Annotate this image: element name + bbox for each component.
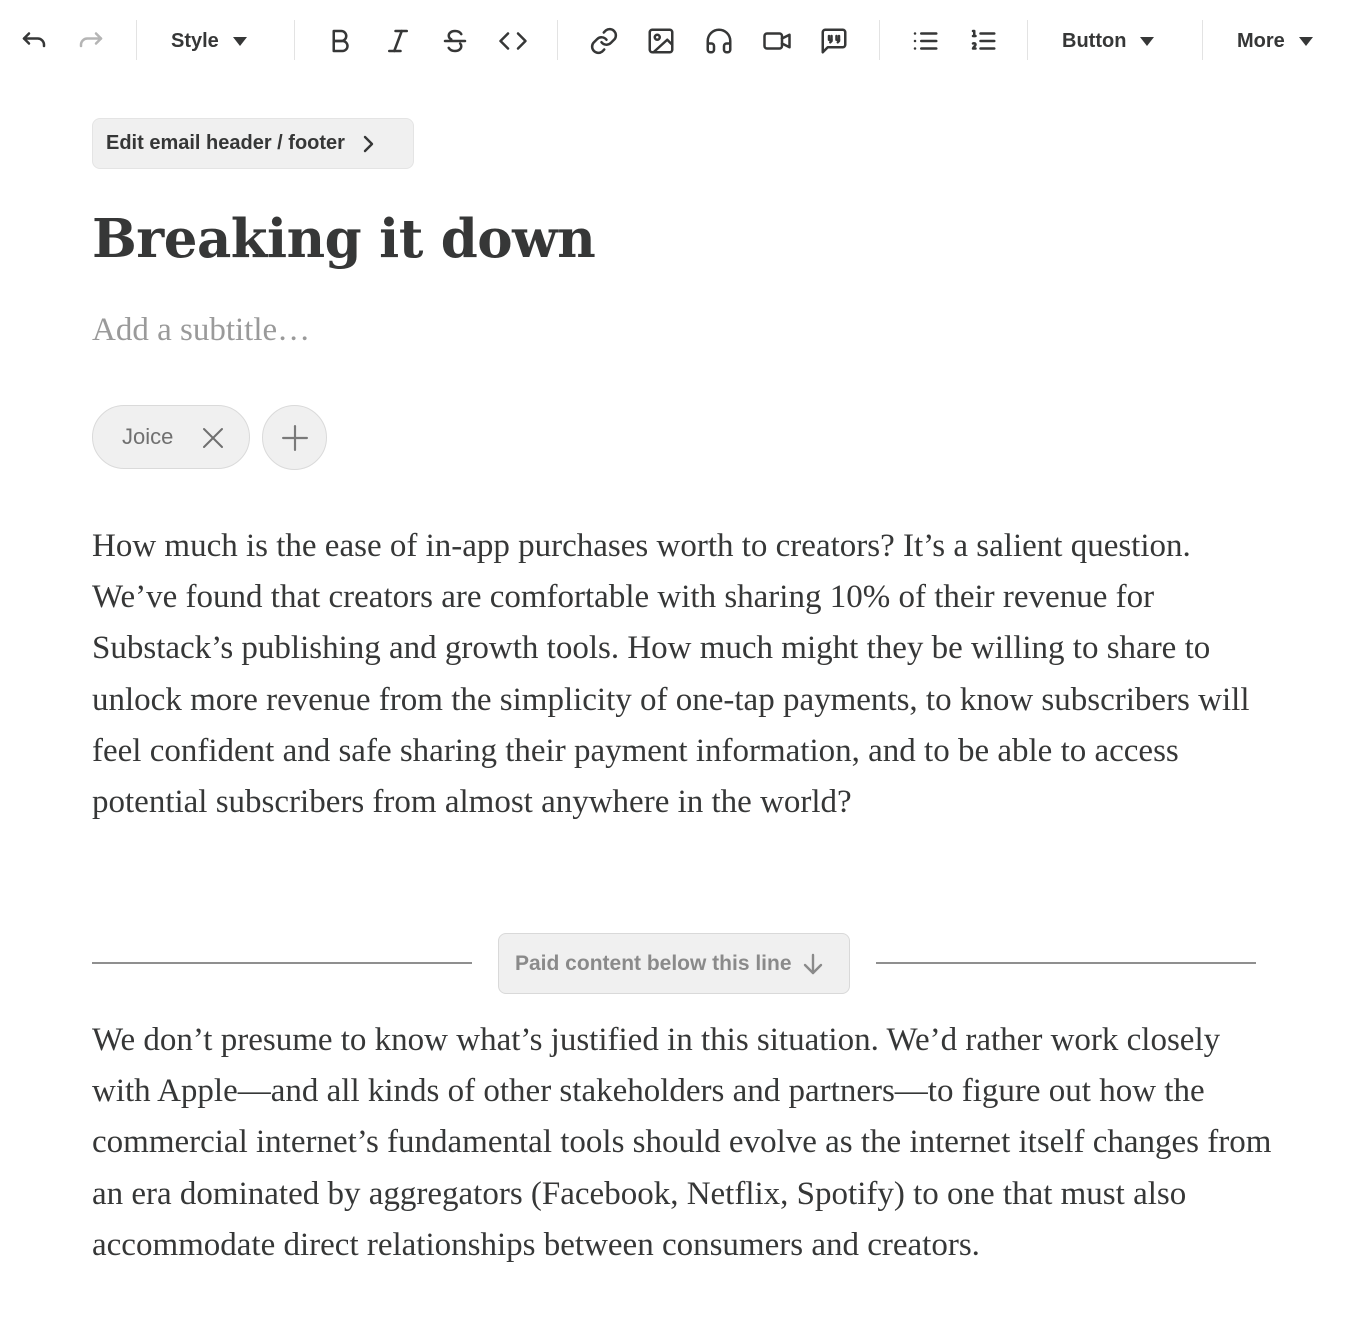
button-dropdown[interactable] bbox=[1062, 19, 1154, 63]
arrow-down-icon bbox=[802, 952, 824, 976]
image-icon bbox=[646, 26, 676, 56]
toolbar-divider bbox=[294, 20, 295, 60]
button-dropdown-label: Button bbox=[1062, 29, 1127, 52]
paywall-line bbox=[92, 962, 472, 964]
author-name: Joice bbox=[122, 424, 174, 449]
caret-down-icon bbox=[1140, 37, 1154, 46]
add-author-button[interactable] bbox=[262, 405, 327, 470]
toolbar-divider bbox=[136, 20, 137, 60]
code-icon bbox=[497, 26, 529, 56]
video-icon bbox=[761, 26, 793, 56]
body-paragraph[interactable]: How much is the ease of in-app purchases worth to creators? It’s a salient question. We’ve found that creators are comfortable with sharing 10% of their revenue for Substack’s publishing and growth tools. How much might they be willing to share to unlock more revenue from the simplicity of one-tap payments, to know subscribers will feel confident and safe sharing their payment information, and to be able to access potential subscribers from almost anywhere in the world? bbox=[92, 528, 1250, 821]
editor-toolbar bbox=[0, 0, 1360, 82]
paywall-divider-button[interactable] bbox=[498, 933, 850, 994]
paywall-line bbox=[876, 962, 1256, 964]
more-dropdown-label: More bbox=[1237, 29, 1285, 52]
more-dropdown[interactable] bbox=[1237, 19, 1313, 63]
body-paragraph[interactable]: We don’t presume to know what’s justified in this situation. We’d rather work closely with Apple—and all kinds of other stakeholders and partners—to figure out how the commercial internet’s fundamental tools should evolve as the internet itself changes from an era dominated by aggregators (Facebook, Netflix, Spotify) to one that must also accommodate direct relationships between consumers and creators. bbox=[92, 1022, 1272, 1263]
link-button[interactable] bbox=[582, 19, 626, 63]
strikethrough-icon bbox=[440, 26, 470, 56]
bold-icon bbox=[325, 26, 355, 56]
edit-email-header-footer-button[interactable] bbox=[92, 118, 414, 169]
undo-button[interactable] bbox=[12, 19, 56, 63]
style-dropdown-label: Style bbox=[171, 29, 219, 52]
italic-button[interactable] bbox=[376, 19, 420, 63]
italic-icon bbox=[383, 26, 413, 56]
caret-down-icon bbox=[1299, 37, 1313, 46]
strikethrough-button[interactable] bbox=[433, 19, 477, 63]
subtitle-input[interactable]: Add a subtitle… bbox=[92, 312, 311, 348]
toolbar-divider bbox=[557, 20, 558, 60]
redo-button[interactable] bbox=[69, 19, 113, 63]
toolbar-divider bbox=[1027, 20, 1028, 60]
pull-quote-button[interactable] bbox=[812, 19, 856, 63]
headphones-icon bbox=[704, 26, 734, 56]
author-chip bbox=[92, 405, 250, 469]
bulleted-list-button[interactable] bbox=[903, 19, 947, 63]
bulleted-list-icon bbox=[910, 26, 940, 56]
video-button[interactable] bbox=[755, 19, 799, 63]
style-dropdown[interactable] bbox=[171, 19, 247, 63]
post-title[interactable]: Breaking it down bbox=[92, 208, 596, 270]
undo-icon bbox=[19, 26, 49, 56]
bold-button[interactable] bbox=[318, 19, 362, 63]
audio-button[interactable] bbox=[697, 19, 741, 63]
toolbar-divider bbox=[1202, 20, 1203, 60]
edit-email-header-footer-label: Edit email header / footer bbox=[106, 132, 345, 154]
chevron-right-icon bbox=[359, 133, 377, 155]
paywall-label: Paid content below this line bbox=[515, 951, 792, 975]
caret-down-icon bbox=[233, 37, 247, 46]
numbered-list-button[interactable] bbox=[961, 19, 1005, 63]
numbered-list-icon bbox=[968, 26, 998, 56]
plus-icon bbox=[282, 425, 308, 451]
image-button[interactable] bbox=[639, 19, 683, 63]
link-icon bbox=[589, 26, 619, 56]
quote-icon bbox=[819, 26, 849, 56]
toolbar-divider bbox=[879, 20, 880, 60]
code-button[interactable] bbox=[491, 19, 535, 63]
redo-icon bbox=[76, 26, 106, 56]
remove-author-icon[interactable] bbox=[201, 426, 225, 450]
